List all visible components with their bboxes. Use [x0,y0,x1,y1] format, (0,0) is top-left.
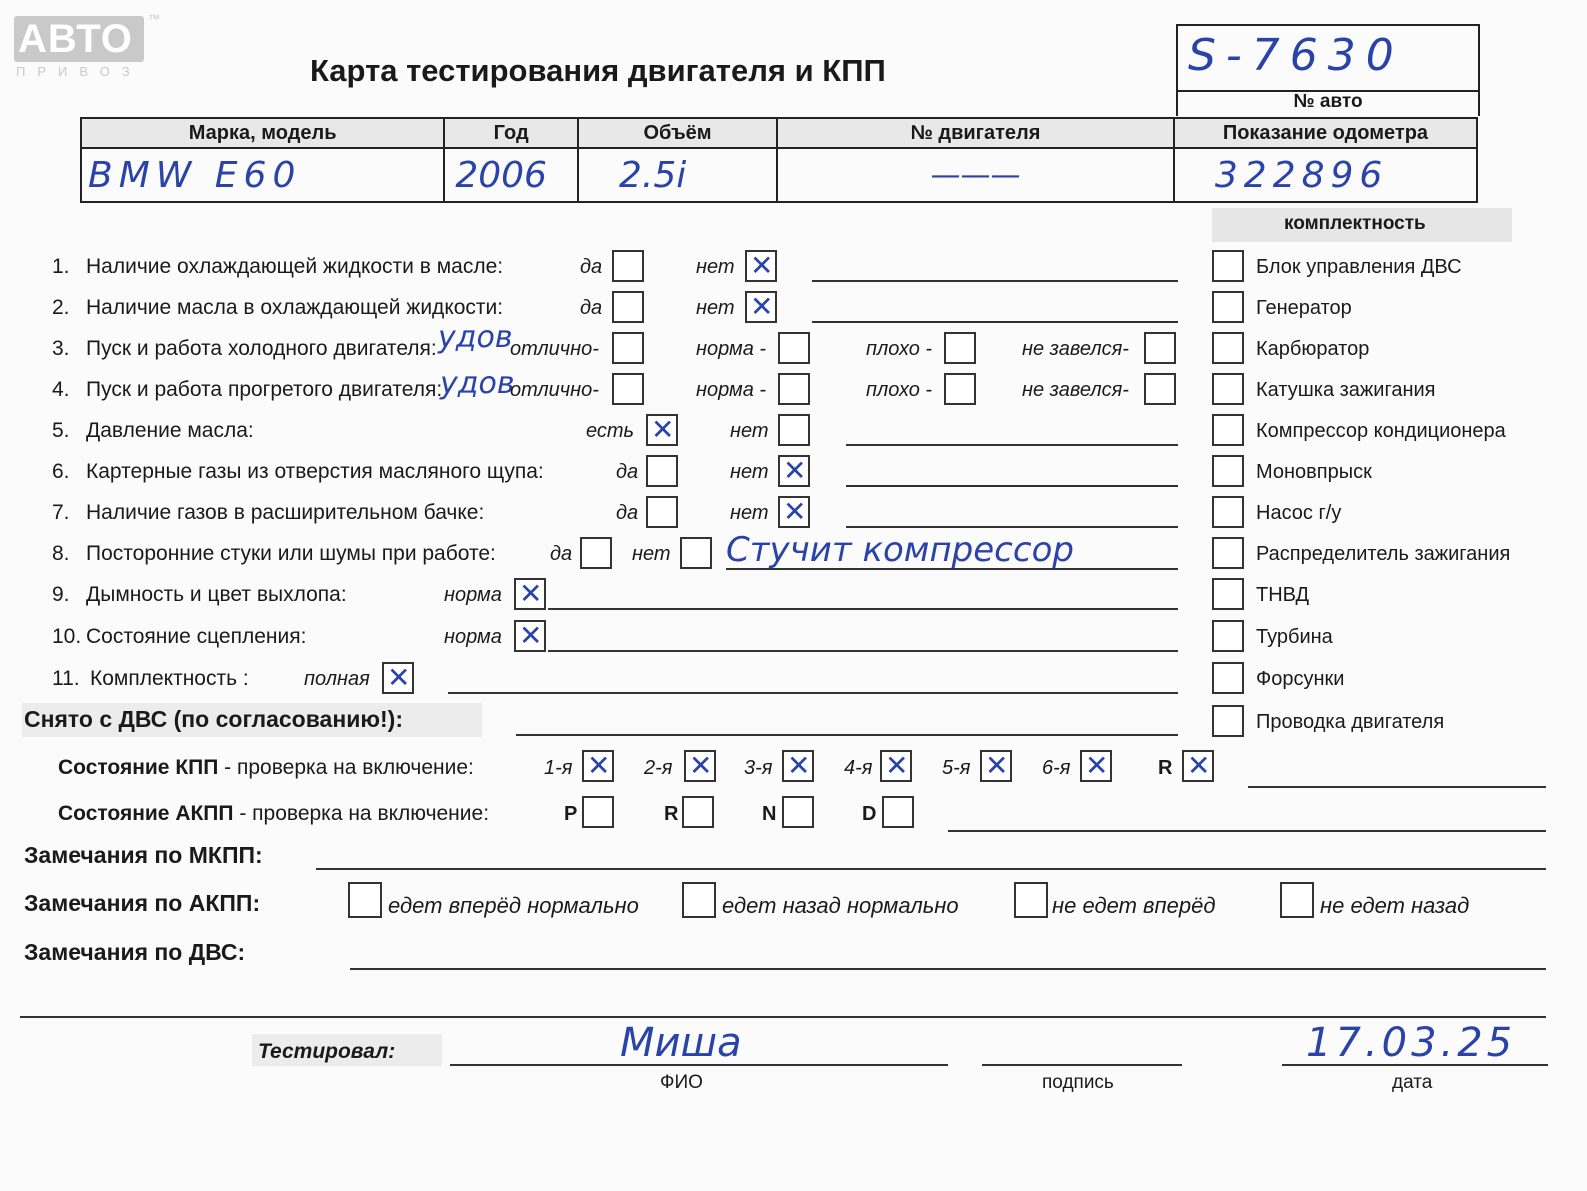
check-label: Посторонние стуки или шумы при работе: [86,542,496,565]
check-label: Наличие масла в охлаждающей жидкости: [86,296,504,319]
akpp-remark-option: едет вперёд нормально [388,893,639,918]
checkbox-da[interactable] [580,537,612,569]
gear-checkbox[interactable] [980,750,1012,782]
gear-label: 1-я [544,757,573,779]
note-line [516,734,1178,736]
akpp-mode-label: R [664,803,679,825]
gear-label: 5-я [942,757,971,779]
kit-item: Проводка двигателя [1256,711,1445,733]
remarks-akpp-label: Замечания по АКПП: [24,890,261,916]
akpp-remark-checkbox[interactable] [682,882,716,918]
option-net: нет [696,256,735,278]
option-net: нет [730,502,769,524]
akpp-mode-checkbox[interactable] [782,796,814,828]
option-no-start: не завелся- [1022,379,1129,401]
checkbox-no-start[interactable] [1144,373,1176,405]
kit-checkbox[interactable] [1212,620,1244,652]
note-line [548,650,1178,652]
handwritten-note: Стучит компрессор [726,530,1074,570]
akpp-remark-checkbox[interactable] [1280,882,1314,918]
col-engine-number: № двигателя [777,118,1174,148]
logo-subtitle: ПРИВОЗ [16,64,142,79]
akpp-remark-checkbox[interactable] [1014,882,1048,918]
option-da: да [616,502,639,524]
fio-label: ФИО [660,1072,703,1093]
kit-checkbox[interactable] [1212,455,1244,487]
checkbox-excellent[interactable] [612,373,644,405]
check-label: Картерные газы из отверстия масляного щупа: [86,460,544,483]
gear-checkbox[interactable] [582,750,614,782]
val-make-model: BMW E60 [81,148,444,202]
note-line [846,485,1178,487]
option-normal: норма - [696,338,767,360]
kit-checkbox[interactable] [1212,250,1244,282]
kit-item: Компрессор кондиционера [1256,420,1506,442]
col-year: Год [444,118,578,148]
kit-checkbox[interactable] [1212,496,1244,528]
col-odometer: Показание одометра [1174,118,1477,148]
logo-tm: ™ [148,12,160,26]
kit-item: Генератор [1256,297,1352,319]
check-number: 10. [52,625,82,648]
akpp-remark-option: не едет вперёд [1052,893,1216,918]
akpp-remark-option: едет назад нормально [722,893,959,918]
val-odometer: 322896 [1174,148,1477,202]
remarks-mkpp-label: Замечания по МКПП: [24,842,263,868]
kit-item: Карбюратор [1256,338,1370,360]
gear-label: 4-я [844,757,873,779]
check-number: 2. [52,296,70,319]
option-bad: плохо - [866,379,933,401]
gear-checkbox[interactable] [684,750,716,782]
checkbox-da[interactable] [612,291,644,323]
col-volume: Объём [578,118,777,148]
val-engine-number: ——— [777,148,1174,202]
option-no-start: не завелся- [1022,338,1129,360]
checkbox-da[interactable] [646,455,678,487]
vehicle-info-table [80,117,1478,203]
checkbox-normal[interactable] [514,578,546,610]
note-line [948,830,1546,832]
gear-checkbox[interactable] [782,750,814,782]
option-full: полная [304,668,370,690]
note-line [20,1016,1546,1018]
check-label: Пуск и работа прогретого двигателя: [86,378,443,401]
kit-checkbox[interactable] [1212,578,1244,610]
kit-checkbox[interactable] [1212,291,1244,323]
checkbox-full[interactable] [382,662,414,694]
check-label: Пуск и работа холодного двигателя: [86,337,437,360]
kit-checkbox[interactable] [1212,373,1244,405]
checkbox-da[interactable] [612,250,644,282]
handwritten-note: удов [438,320,513,355]
check-label: Наличие охлаждающей жидкости в масле: [86,255,504,278]
kit-item: Насос г/у [1256,502,1342,524]
checkbox-normal[interactable] [778,373,810,405]
gear-checkbox[interactable] [1080,750,1112,782]
check-number: 7. [52,501,70,524]
check-number: 4. [52,378,70,401]
val-volume: 2.5i [578,148,777,202]
option-excellent: отлично- [510,338,599,360]
check-number: 1. [52,255,70,278]
note-line [448,692,1178,694]
tester-name: Миша [620,1020,742,1066]
check-number: 6. [52,460,70,483]
removed-label: Снято с ДВС (по согласованию!): [24,706,403,732]
akpp-mode-checkbox[interactable] [582,796,614,828]
note-line [316,868,1546,870]
checkbox-normal[interactable] [778,332,810,364]
gear-checkbox[interactable] [880,750,912,782]
remarks-dvs-label: Замечания по ДВС: [24,939,246,965]
checkbox-net[interactable] [745,291,777,323]
kit-checkbox[interactable] [1212,705,1244,737]
option-net: нет [730,420,769,442]
gear-label: R [1158,757,1173,779]
note-line [350,968,1546,970]
signature-label: подпись [1042,1072,1114,1093]
checkbox-no-start[interactable] [1144,332,1176,364]
handwritten-note: удов [440,366,515,401]
date-label: дата [1392,1072,1433,1093]
checkbox-net[interactable] [778,414,810,446]
option-excellent: отлично- [510,379,599,401]
kit-header: комплектность [1284,213,1426,234]
option-normal: норма - [696,379,767,401]
check-number: 9. [52,583,70,606]
akpp-mode-checkbox[interactable] [682,796,714,828]
note-line [726,568,1178,570]
option-da: да [580,256,603,278]
col-make-model: Марка, модель [81,118,444,148]
option-net: нет [730,461,769,483]
gear-label: 2-я [644,757,673,779]
checkbox-bad[interactable] [944,332,976,364]
card-number-box [1176,24,1480,92]
test-date: 17.03.25 [1306,1020,1517,1066]
fio-line [450,1064,948,1066]
kit-checkbox[interactable] [1212,537,1244,569]
akpp-remark-option: не едет назад [1320,893,1470,918]
date-line [1282,1064,1548,1066]
checkbox-net[interactable] [778,455,810,487]
checkbox-bad[interactable] [944,373,976,405]
option-bad: плохо - [866,338,933,360]
check-number: 5. [52,419,70,442]
checkbox-excellent[interactable] [612,332,644,364]
option-normal: норма [444,584,502,606]
checkbox-normal[interactable] [514,620,546,652]
signature-line [982,1064,1182,1066]
note-line [548,608,1178,610]
check-number: 8. [52,542,70,565]
akpp-mode-label: D [862,803,877,825]
check-number: 11. [52,667,80,690]
note-line [812,280,1178,282]
checkbox-net[interactable] [680,537,712,569]
checkbox-da[interactable] [646,496,678,528]
kit-item: Форсунки [1256,668,1345,690]
gear-checkbox[interactable] [1182,750,1214,782]
option-yes: есть [586,420,635,442]
kit-checkbox[interactable] [1212,414,1244,446]
val-year: 2006 [444,148,578,202]
option-net: нет [696,297,735,319]
check-label: Давление масла: [86,419,254,442]
kit-checkbox[interactable] [1212,662,1244,694]
checkbox-net[interactable] [745,250,777,282]
option-da: да [550,543,573,565]
card-number-value: S-7630 [1188,30,1404,81]
checkbox-yes[interactable] [646,414,678,446]
option-da: да [616,461,639,483]
check-number: 3. [52,337,70,360]
akpp-mode-checkbox[interactable] [882,796,914,828]
note-line [1248,786,1546,788]
check-label: Комплектность : [90,667,249,690]
kit-item: Катушка зажигания [1256,379,1436,401]
kpp-label: Состояние КПП - проверка на включение: [58,756,474,779]
option-net: нет [632,543,671,565]
kit-item: Турбина [1256,626,1333,648]
option-normal: норма [444,626,502,648]
akpp-label: Состояние АКПП - проверка на включение: [58,802,490,825]
option-da: да [580,297,603,319]
kit-item: ТНВД [1256,584,1310,606]
tested-by-label: Тестировал: [258,1040,396,1063]
kit-checkbox[interactable] [1212,332,1244,364]
note-line [846,444,1178,446]
page-title: Карта тестирования двигателя и КПП [310,53,886,88]
card-number-label: № авто [1176,88,1480,116]
checkbox-net[interactable] [778,496,810,528]
akpp-remark-checkbox[interactable] [348,882,382,918]
akpp-mode-label: P [564,803,578,825]
akpp-mode-label: N [762,803,777,825]
note-line [812,321,1178,323]
gear-label: 6-я [1042,757,1071,779]
logo-text: АВТО [18,17,133,61]
kit-item: Моновпрыск [1256,461,1372,483]
gear-label: 3-я [744,757,773,779]
kit-item: Блок управления ДВС [1256,256,1462,278]
check-label: Состояние сцепления: [86,625,307,648]
note-line [846,526,1178,528]
check-label: Дымность и цвет выхлопа: [86,583,347,606]
kit-item: Распределитель зажигания [1256,543,1511,565]
check-label: Наличие газов в расширительном бачке: [86,501,485,524]
